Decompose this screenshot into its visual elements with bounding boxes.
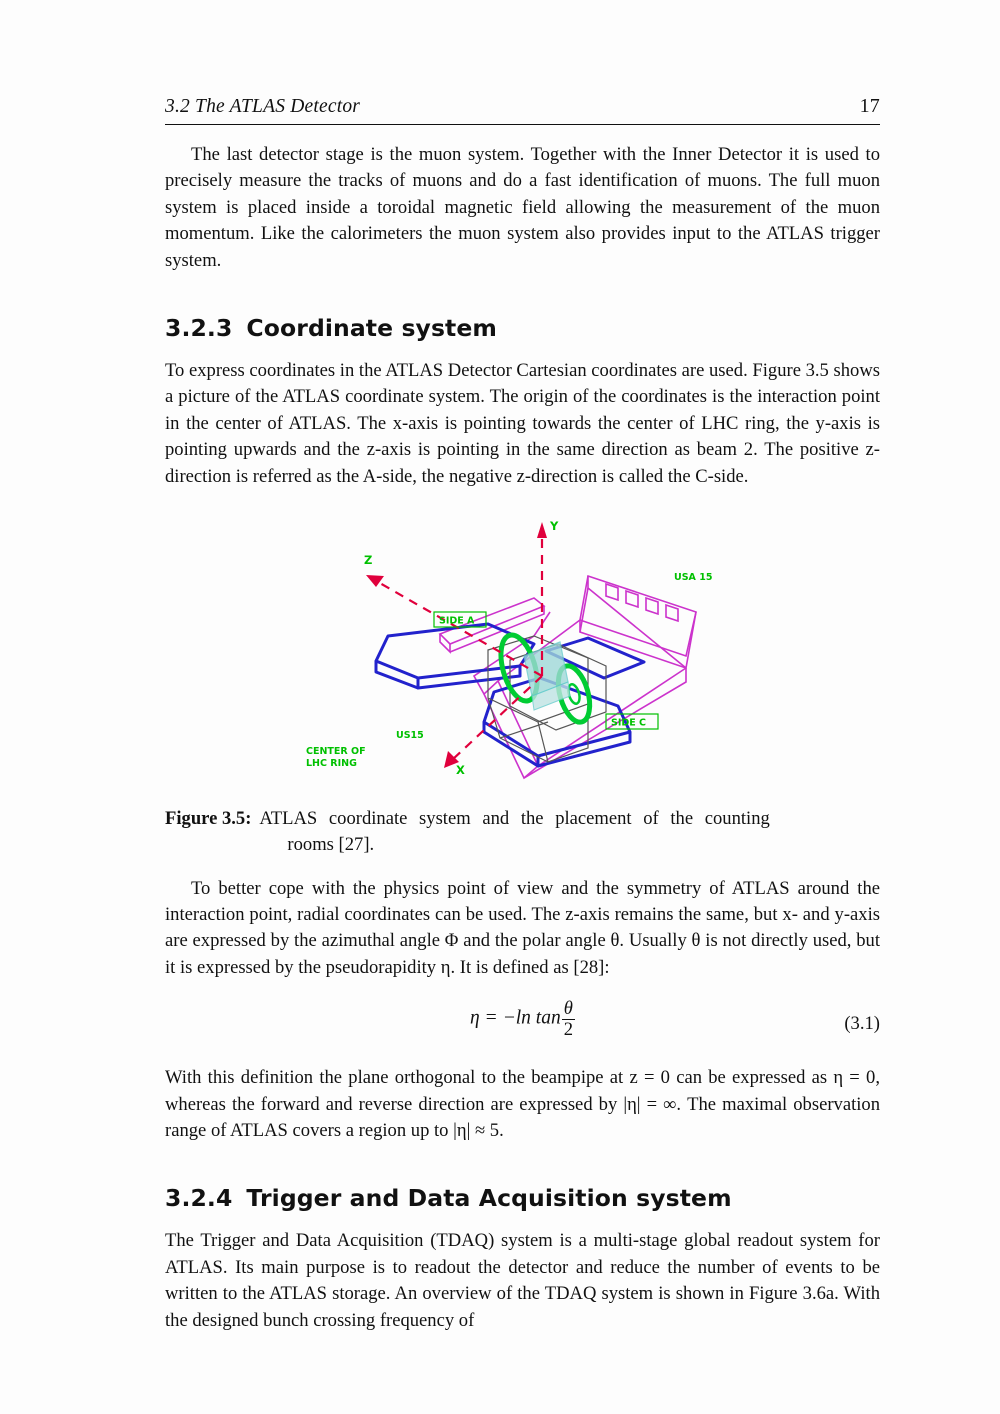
equation-3-1 [165, 999, 880, 1053]
figure-caption [165, 806, 880, 859]
atlas-coordinate-diagram [288, 516, 758, 784]
label-usa15: USA 15 [673, 571, 712, 583]
paragraph-coordinates: To express coordinates in the ATLAS Detector Cartesian coordinates are used. Figure 3.5 shows a picture of the ATLAS coordinate system. The origin of the coordinates is the interaction point in the center of ATLAS. The x-axis is pointing towards the center of LHC ring, the y-axis is pointing upwards and the z-axis is pointing in the same direction as beam 2. The positive z-direction is referred as the A-side, the negative z-direction is called the C-side. [165, 359, 880, 487]
figure-3-5 [165, 516, 880, 859]
label-side-c: SIDE C [610, 717, 646, 729]
page-number: 17 [859, 95, 880, 117]
paragraph-muon-system: The last detector stage is the muon system. Together with the Inner Detector it is used to precisely measure the tracks of muons and do a fast identification of muons. The full muon system is placed inside a toroidal magnetic field allowing the measurement of the muon momentum. Like the calorimeters the muon system also provides input to the ATLAS trigger system. [165, 144, 880, 271]
label-z-axis: Z [363, 552, 372, 567]
label-side-a: SIDE A [438, 615, 474, 627]
heading-number-trigger: 3.2.4 [165, 1184, 233, 1213]
heading-coordinate-system [165, 314, 880, 342]
label-x-axis: X [455, 762, 465, 777]
label-center-lhc-line1: CENTER OF [305, 745, 366, 757]
running-head [165, 95, 880, 118]
paragraph-pseudorapidity: With this definition the plane orthogonal to the beampipe at z = 0 can be expressed as η = 0, whereas the forward and reverse direction are expressed by |η| = ∞. The maximal observation range of ATLAS covers a region up to |η| ≈ 5. [165, 1067, 880, 1142]
equation-expression: η = −ln tan [470, 1007, 561, 1029]
equation-fraction-denominator: 2 [563, 1018, 573, 1040]
heading-trigger-daq [165, 1184, 880, 1212]
label-y-axis: Y [549, 518, 558, 533]
header-rule [165, 124, 880, 125]
heading-number: 3.2.3 [165, 313, 233, 342]
label-us15: US15 [395, 729, 424, 741]
figure-image [288, 516, 758, 784]
paragraph-tdaq: The Trigger and Data Acquisition (TDAQ) system is a multi-stage global readout system for ATLAS. Its main purpose is to readout the detector and reduce the number of events to be written to the ATLAS storage. An overview of the TDAQ system is shown in Figure 3.6a. With the designed bunch crossing frequency of [165, 1230, 880, 1331]
page-content [165, 95, 880, 1334]
paragraph-radial-coordinates: To better cope with the physics point of view and the symmetry of ATLAS around the interaction point, radial coordinates can be used. The z-axis remains the same, but x- and y-axis are expressed by the azimuthal angle Φ and the polar angle θ. Usually θ is not directly used, but it is expressed by the pseudorapidity η. It is defined as [28]: [165, 877, 880, 978]
heading-title: Coordinate system [246, 313, 498, 342]
label-center-lhc-line2: LHC RING [305, 757, 357, 769]
equation-body [165, 999, 880, 1039]
figure-caption-line2: rooms [27]. [287, 834, 375, 856]
equation-number: (3.1) [844, 1013, 880, 1035]
figure-caption-text [259, 806, 880, 859]
figure-caption-line1: ATLAS coordinate system and the placement of the counting [259, 807, 770, 829]
figure-label: Figure 3.5: [165, 807, 252, 829]
equation-fraction [562, 999, 575, 1039]
equation-fraction-numerator: θ [563, 998, 573, 1020]
heading-title-trigger: Trigger and Data Acquisition system [246, 1184, 732, 1213]
running-head-title: 3.2 The ATLAS Detector [165, 96, 361, 117]
